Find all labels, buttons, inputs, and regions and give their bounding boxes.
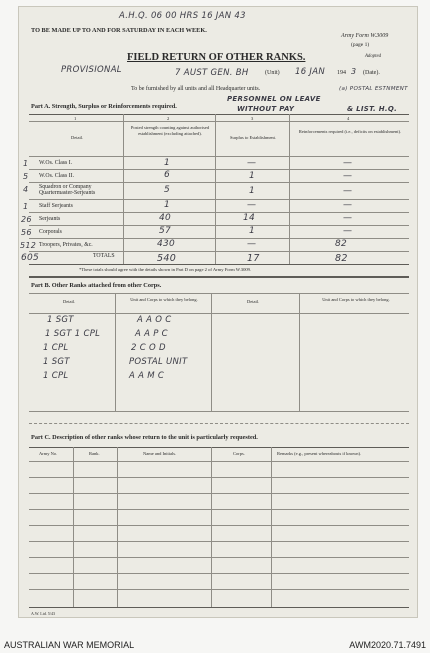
- col-number-3: 3: [251, 116, 254, 121]
- row-detail: Troopers, Privates, &c.: [39, 242, 93, 248]
- row-surplus: 1: [249, 186, 256, 196]
- margin-note-without-pay: WITHOUT PAY: [237, 105, 295, 113]
- row-margin: 56: [21, 228, 32, 237]
- archive-footer: [0, 636, 430, 653]
- row-strength: 1: [164, 200, 171, 210]
- handwritten-header-note: A.H.Q. 06 00 HRS 16 JAN 43: [119, 11, 246, 21]
- totals-reinforcements: 82: [335, 253, 348, 264]
- furnished-note: To be furnished by all units and all Headquarter units.: [131, 86, 261, 92]
- row-surplus: 14: [243, 213, 256, 223]
- row-reinforcements: —: [343, 200, 353, 210]
- page-number: (page 1): [351, 42, 370, 48]
- date-handwritten: 16 JAN: [295, 67, 325, 77]
- margin-note-postal: (a) POSTAL ESTNMENT: [339, 86, 408, 92]
- row-detail: W.Os. Class I.: [39, 160, 73, 166]
- row-detail: Staff Serjeants: [39, 203, 73, 209]
- col-number-4: 4: [347, 116, 350, 121]
- year-printed: 194: [337, 70, 346, 76]
- row-margin: 1: [23, 202, 29, 211]
- part-a-heading: Part A. Strength, Surplus or Reinforcements required.: [31, 103, 177, 110]
- form-title: FIELD RETURN OF OTHER RANKS.: [127, 52, 306, 63]
- row-surplus: 1: [249, 226, 256, 236]
- col-header-reinforcements: Reinforcements required (i.e., deficits on establishment).: [298, 129, 402, 134]
- part-b-row-detail: 1 SGT: [43, 357, 70, 367]
- part-c-col-name: Name and Initials.: [143, 451, 177, 456]
- part-b-col-unit-2: Unit and Corps to which they belong.: [322, 297, 390, 302]
- col-header-surplus: Surplus to Establishment.: [229, 135, 277, 140]
- date-label: (Date).: [363, 70, 380, 76]
- part-b-col-detail-2: Detail.: [247, 299, 260, 304]
- row-strength: 1: [164, 158, 171, 168]
- unit-handwritten: 7 AUST GEN. BH: [175, 68, 249, 78]
- unit-handwritten-left: PROVISIONAL: [61, 65, 122, 75]
- col-number-1: 1: [74, 116, 77, 121]
- year-handwritten: 3: [351, 67, 357, 76]
- part-c-col-remarks: Remarks (e.g., present whereabouts if known).: [277, 451, 362, 456]
- row-margin: 1: [23, 159, 29, 168]
- row-surplus: —: [247, 158, 257, 168]
- col-header-strength: Posted strength counting against authorised establishment (excluding attached).: [130, 125, 210, 136]
- row-detail: Corporals: [39, 229, 62, 235]
- print-code: A.W. Ltd. 5/43: [31, 611, 55, 616]
- part-b-row-unit: 2 C O D: [131, 343, 166, 353]
- part-c-heading: Part C. Description of other ranks whose return to the unit is particularly requested.: [31, 434, 258, 441]
- row-reinforcements: —: [343, 213, 353, 223]
- footer-institution: AUSTRALIAN WAR MEMORIAL: [4, 640, 135, 650]
- totals-surplus: 17: [247, 253, 260, 264]
- row-detail: W.Os. Class II.: [39, 173, 75, 179]
- part-c-col-army-no: Army No.: [39, 451, 58, 456]
- row-margin: 5: [23, 172, 29, 181]
- row-strength: 5: [164, 185, 171, 195]
- row-surplus: —: [247, 239, 257, 249]
- row-strength: 430: [157, 239, 176, 249]
- part-b-row-unit: A A O C: [137, 315, 172, 325]
- row-margin: 512: [20, 241, 37, 250]
- part-b-heading: Part B. Other Ranks attached from other Corps.: [31, 282, 162, 289]
- row-margin: 26: [21, 215, 32, 224]
- part-b-col-unit: Unit and Corps to which they belong.: [130, 297, 198, 302]
- part-b-row-unit: A A M C: [129, 371, 165, 381]
- row-reinforcements: —: [343, 186, 353, 196]
- part-b-row-detail: 1 CPL: [43, 343, 69, 353]
- row-margin: 4: [23, 185, 29, 194]
- row-detail: Serjeants: [39, 216, 61, 222]
- part-b-row-unit: POSTAL UNIT: [129, 357, 188, 367]
- row-strength: 57: [159, 226, 172, 236]
- adopted-label: Adopted: [365, 54, 381, 59]
- footer-catalogue-id: AWM2020.71.7491: [349, 640, 426, 650]
- part-c-col-rank: Rank.: [89, 451, 100, 456]
- part-b-row-detail: 1 SGT: [47, 315, 74, 325]
- part-c-col-corps: Corps.: [233, 451, 245, 456]
- deadline-notice: TO BE MADE UP TO AND FOR SATURDAY IN EACH WEEK.: [31, 27, 207, 34]
- row-reinforcements: —: [343, 226, 353, 236]
- unit-label: (Unit): [265, 70, 280, 76]
- part-b-col-detail: Detail.: [63, 299, 76, 304]
- totals-note: *These totals should agree with the details shown in Part D on page 2 of Army Form W.3009.: [79, 267, 252, 272]
- totals-strength: 540: [157, 253, 177, 264]
- totals-label: TOTALS: [93, 253, 115, 259]
- margin-note-list: & LIST. H.Q.: [347, 105, 398, 113]
- col-header-detail: Detail.: [71, 135, 84, 140]
- part-b-row-detail: 1 CPL: [43, 371, 69, 381]
- row-detail: Squadron or Company Quartermaster-Serjeants: [39, 184, 96, 197]
- row-strength: 40: [159, 213, 172, 223]
- row-surplus: 1: [249, 171, 256, 181]
- row-surplus: —: [247, 200, 257, 210]
- col-number-2: 2: [167, 116, 170, 121]
- form-page: [18, 6, 418, 618]
- row-reinforcements: —: [343, 171, 353, 181]
- part-b-row-detail: 1 SGT 1 CPL: [45, 329, 101, 339]
- form-id: Army Form W.3009: [341, 33, 389, 39]
- totals-margin: 605: [21, 253, 40, 263]
- part-b-row-unit: A A P C: [135, 329, 168, 339]
- row-strength: 6: [164, 170, 171, 180]
- row-reinforcements: 82: [335, 239, 348, 249]
- row-reinforcements: —: [343, 158, 353, 168]
- margin-note-personnel: PERSONNEL ON LEAVE: [227, 95, 321, 103]
